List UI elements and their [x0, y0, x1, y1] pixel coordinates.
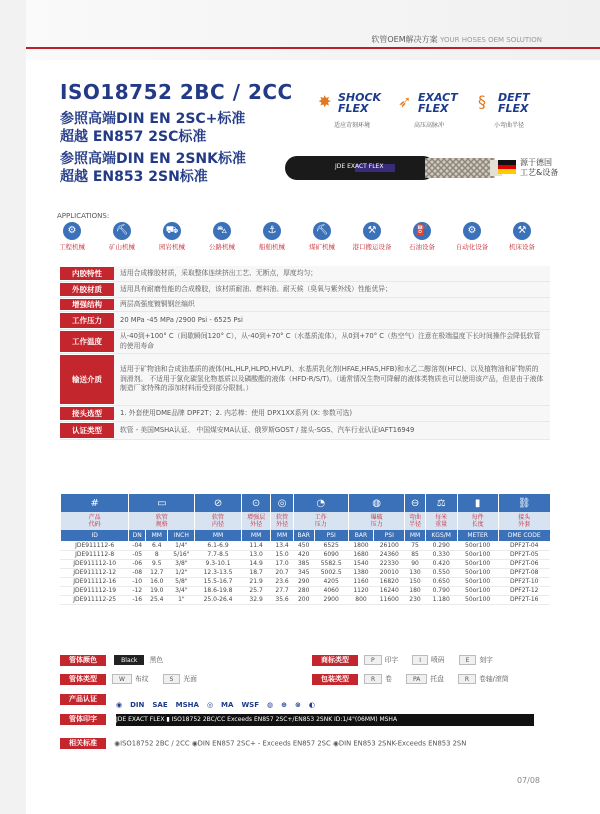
spec-label: 输送介质 [60, 355, 114, 404]
option-cert [60, 694, 112, 705]
table-cell: 1120 [348, 586, 373, 595]
table-row [61, 550, 551, 559]
applications-label: APPLICATIONS: [57, 212, 110, 220]
table-cell: 25.7 [241, 586, 271, 595]
table-cell: 0.290 [425, 541, 457, 550]
application-item [252, 222, 292, 251]
cn-header-row-cell: 每米 重量 [425, 512, 457, 530]
application-item [152, 222, 192, 251]
group-header-row-cell: ▭ [129, 494, 195, 512]
spec-row [60, 266, 550, 282]
slogan-en: YOUR HOSES OEM SOLUTION [440, 36, 542, 44]
brand-shock-flex [318, 88, 398, 138]
table-cell: 9.3-10.1 [195, 559, 242, 568]
option-label: 相关标准 [60, 738, 106, 749]
table-cell: JDE911112-12 [61, 568, 129, 577]
table-cell: 12.7 [146, 568, 168, 577]
table-cell: -04 [129, 541, 146, 550]
table-cell: 15.5-16.7 [195, 577, 242, 586]
application-label: 矿山机械 [109, 243, 135, 251]
shock-icon: ✸ [318, 92, 332, 111]
table-cell: 9.5 [146, 559, 168, 568]
spec-row [60, 330, 550, 354]
table-cell: 2900 [314, 595, 348, 604]
table-cell: 20.7 [271, 568, 293, 577]
table-cell: 27.7 [271, 586, 293, 595]
table-cell: 25.0-26.4 [195, 595, 242, 604]
option-text: 布纹 [134, 675, 149, 683]
machine-icon: ⚒ [363, 222, 381, 240]
application-label: 煤矿机械 [309, 243, 335, 251]
table-cell: 11600 [374, 595, 405, 604]
unit-cell: MM [405, 530, 425, 541]
table-cell: 5582.5 [314, 559, 348, 568]
table-cell: JDE911112-10 [61, 559, 129, 568]
table-cell: 1380 [348, 568, 373, 577]
spec-label: 认证类型 [60, 423, 114, 438]
brand-name: DEFT [498, 91, 530, 104]
table-cell: 90 [405, 559, 425, 568]
option-label: 管体印字 [60, 714, 106, 725]
spec-label: 工作温度 [60, 331, 114, 352]
spec-row [60, 406, 550, 422]
table-cell: DPF2T-04 [498, 541, 550, 550]
brand-name: FLEX [338, 102, 369, 115]
spec-row [60, 282, 550, 298]
table-cell: 50or100 [457, 577, 498, 586]
option-box: R [364, 674, 382, 684]
group-header-row-cell: ◎ [271, 494, 293, 512]
cert-logo: MA [221, 700, 234, 709]
table-cell: 13.0 [241, 550, 271, 559]
cert-logo: SAE [152, 700, 168, 709]
print-sample: JDE EXACT FLEX ▮ ISO18752 2BC/CC Exceeds EN857 2SC+/EN853 2SNK ID:1/4"(06MM) MSHA [116, 714, 534, 726]
subtitle-1: 参照高端DIN EN 2SC+标准 [60, 111, 246, 127]
table-cell: 16240 [374, 586, 405, 595]
table-cell: 15.0 [271, 550, 293, 559]
table-cell: 6090 [314, 550, 348, 559]
table-cell: 21.9 [241, 577, 271, 586]
brand-deft-flex [478, 88, 558, 138]
option-box: PA [406, 674, 427, 684]
spec-value: 适用具有耐磨性能的合成橡胶，该材质耐油、燃料油、耐天候（臭氧与紫外线）性能优异； [114, 282, 550, 297]
table-cell: 4060 [314, 586, 348, 595]
cert-logos [116, 694, 323, 713]
application-item [302, 222, 342, 251]
german-flag-icon [498, 160, 516, 174]
subtitle-3: 参照高端DIN EN 2SNK标准 [60, 151, 246, 167]
table-cell: 18.7 [241, 568, 271, 577]
option-pack [312, 673, 523, 685]
brand-logos [318, 88, 558, 138]
table-cell: DPF2T-16 [498, 595, 550, 604]
unit-cell: MM [195, 530, 242, 541]
table-cell: 800 [348, 595, 373, 604]
option-box: W [112, 674, 132, 684]
slogan-cn: 软管OEM解决方案 [371, 35, 438, 44]
table-cell: 8 [146, 550, 168, 559]
table-cell: 420 [293, 550, 314, 559]
cn-header-row-cell: 软管 规格 [129, 512, 195, 530]
spec-value: 软管 - 美国MSHA认证、 中国煤安MA认证、俄罗斯GOST / 接头-SGS、汽车行业认证IAFT16949 [114, 422, 550, 439]
applications-row [52, 222, 552, 258]
spec-row [60, 422, 550, 440]
cert-logo: ◉ [116, 700, 123, 709]
application-item [52, 222, 92, 251]
left-band [0, 0, 26, 814]
cn-header-row-cell: 爆破 压力 [348, 512, 405, 530]
table-cell: 0.650 [425, 577, 457, 586]
unit-cell: INCH [168, 530, 195, 541]
cn-header-row [61, 512, 551, 530]
machine-icon: ⚙ [63, 222, 81, 240]
table-cell: 35.6 [271, 595, 293, 604]
unit-cell: METER [457, 530, 498, 541]
application-label: 港口搬运设备 [352, 243, 392, 251]
table-cell: 6525 [314, 541, 348, 550]
application-label: 船舶机械 [259, 243, 285, 251]
table-cell: 11.4 [241, 541, 271, 550]
table-cell: 1" [168, 595, 195, 604]
spec-value: 1. 外套使用DME品牌 DPF2T；2. 内芯棒：使用 DPX1XX系列 (X: 参数可选) [114, 406, 550, 421]
table-cell: 50or100 [457, 559, 498, 568]
table-cell: 16820 [374, 577, 405, 586]
table-row [61, 559, 551, 568]
table-cell: 450 [293, 541, 314, 550]
cn-header-row-cell: 每件 长度 [457, 512, 498, 530]
spec-table [60, 266, 550, 440]
group-header-row-cell: ⊘ [195, 494, 242, 512]
hose-print: JDE EXACT FLEX [335, 163, 384, 170]
page-number: 07/08 [516, 776, 540, 785]
spec-label: 工作压力 [60, 313, 114, 328]
table-cell: 26100 [374, 541, 405, 550]
table-cell: 6.4 [146, 541, 168, 550]
table-cell: 6.1-6.9 [195, 541, 242, 550]
header-slogan [371, 34, 542, 45]
table-cell: JDE911112-16 [61, 577, 129, 586]
option-color [60, 654, 163, 666]
top-band [0, 0, 600, 60]
page-title: ISO18752 2BC / 2CC [60, 80, 293, 104]
unit-cell: BAR [293, 530, 314, 541]
cert-logo: WSF [241, 700, 259, 709]
brand-exact-flex [398, 88, 478, 138]
option-box: P [364, 655, 382, 665]
table-cell: 50or100 [457, 568, 498, 577]
option-print [60, 714, 112, 725]
table-cell: 85 [405, 550, 425, 559]
option-text: 刻字 [479, 656, 493, 664]
application-label: 自动化设备 [455, 243, 489, 251]
machine-icon: ⚓ [263, 222, 281, 240]
option-label: 管体类型 [60, 674, 106, 685]
table-cell: 1.180 [425, 595, 457, 604]
table-cell: 12.3-13.5 [195, 568, 242, 577]
table-cell: 0.330 [425, 550, 457, 559]
spec-value: 20 MPa -45 MPa /2900 Psi - 6525 Psi [114, 312, 550, 329]
unit-cell: ID [61, 530, 129, 541]
table-cell: 5002.5 [314, 568, 348, 577]
table-cell: 1800 [348, 541, 373, 550]
group-header-row [61, 494, 551, 512]
option-text: 喷码 [431, 656, 445, 664]
product-table [60, 494, 550, 605]
table-cell: -16 [129, 595, 146, 604]
unit-cell: DME CODE [498, 530, 550, 541]
cert-logo: ⊗ [294, 700, 301, 709]
spec-label: 增强结构 [60, 299, 114, 310]
table-cell: 1/4" [168, 541, 195, 550]
cert-logo: MSHA [175, 700, 199, 709]
spec-row [60, 298, 550, 312]
table-cell: 0.550 [425, 568, 457, 577]
origin-note [520, 158, 558, 178]
machine-icon: ⚙ [463, 222, 481, 240]
table-cell: 16.0 [146, 577, 168, 586]
table-cell: 4205 [314, 577, 348, 586]
table-cell: -10 [129, 577, 146, 586]
option-label: 包装类型 [312, 674, 358, 685]
table-cell: DPF2T-08 [498, 568, 550, 577]
table-cell: 0.790 [425, 586, 457, 595]
table-cell: 24360 [374, 550, 405, 559]
table-row [61, 541, 551, 550]
cert-logo: ◐ [308, 700, 315, 709]
table-cell: 50or100 [457, 550, 498, 559]
machine-icon: ⛏ [113, 222, 131, 240]
table-cell: JDE911112-6 [61, 541, 129, 550]
table-cell: 50or100 [457, 595, 498, 604]
cn-header-row-cell: 增强层 外径 [241, 512, 271, 530]
machine-icon: ⚒ [513, 222, 531, 240]
table-cell: 230 [405, 595, 425, 604]
group-header-row-cell: ⊙ [241, 494, 271, 512]
spec-row [60, 312, 550, 330]
group-header-row-cell: ◍ [348, 494, 405, 512]
table-cell: 20010 [374, 568, 405, 577]
table-cell: 1540 [348, 559, 373, 568]
option-box: I [412, 655, 428, 665]
table-cell: 13.4 [271, 541, 293, 550]
unit-cell: MM [146, 530, 168, 541]
table-cell: 0.420 [425, 559, 457, 568]
header-rule [26, 47, 600, 49]
hose-image [285, 150, 505, 186]
unit-header-row [61, 530, 551, 541]
spec-label: 内胶特性 [60, 267, 114, 280]
option-text: 印字 [384, 656, 399, 664]
group-header-row-cell: # [61, 494, 129, 512]
machine-icon: ⛍ [213, 222, 231, 240]
group-header-row-cell: ◔ [293, 494, 348, 512]
unit-cell: PSI [374, 530, 405, 541]
application-item [202, 222, 242, 251]
table-cell: 75 [405, 541, 425, 550]
table-cell: 50or100 [457, 586, 498, 595]
brand-caption: 小弯曲半径 [494, 122, 525, 129]
table-cell: 7.7-8.5 [195, 550, 242, 559]
spec-value: 两层高强度镀铜钢丝编织 [114, 298, 550, 311]
application-label: 机床设备 [509, 243, 535, 251]
cn-header-row-cell: 产品 代码 [61, 512, 129, 530]
table-cell: 345 [293, 568, 314, 577]
table-cell: JDE911112-8 [61, 550, 129, 559]
unit-cell: KGS/M [425, 530, 457, 541]
table-cell: -05 [129, 550, 146, 559]
option-label: 管体颜色 [60, 655, 106, 666]
table-cell: 385 [293, 559, 314, 568]
table-cell: DPF2T-06 [498, 559, 550, 568]
group-header-row-cell: ⊖ [405, 494, 425, 512]
option-text: 光面 [183, 675, 197, 683]
table-cell: 280 [293, 586, 314, 595]
application-item [502, 222, 542, 251]
group-header-row-cell: ⛓ [498, 494, 550, 512]
table-cell: 180 [405, 586, 425, 595]
table-cell: 200 [293, 595, 314, 604]
table-cell: 5/16" [168, 550, 195, 559]
table-cell: 23.6 [271, 577, 293, 586]
option-surface [60, 673, 211, 685]
brand-name: EXACT [418, 91, 458, 104]
table-cell: 25.4 [146, 595, 168, 604]
option-box: E [459, 655, 477, 665]
brand-name: FLEX [418, 102, 449, 115]
color-box: Black [114, 655, 144, 665]
machine-icon: ⛽ [413, 222, 431, 240]
option-label: 商标类型 [312, 655, 358, 666]
table-cell: 290 [293, 577, 314, 586]
application-item [402, 222, 442, 251]
cert-logo: ◎ [206, 700, 214, 709]
table-cell: 32.9 [241, 595, 271, 604]
group-header-row-cell: ▮ [457, 494, 498, 512]
option-box: S [163, 674, 181, 684]
application-item [352, 222, 392, 251]
application-label: 工程机械 [59, 243, 85, 251]
origin-line: 工艺&设备 [520, 168, 559, 177]
subtitle-2: 超越 EN857 2SC标准 [60, 129, 207, 145]
cn-header-row-cell: 软管 内径 [195, 512, 242, 530]
spec-value: 适用合成橡胶材质，采取整体连续挤出工艺、无断点，厚度均匀； [114, 266, 550, 281]
table-cell: 14.9 [241, 559, 271, 568]
spec-row [60, 354, 550, 406]
machine-icon: ⛟ [163, 222, 181, 240]
cert-logo: ◍ [266, 700, 274, 709]
table-cell: 130 [405, 568, 425, 577]
table-cell: 1680 [348, 550, 373, 559]
table-row [61, 568, 551, 577]
origin-line: 源于德国 [520, 158, 552, 167]
option-box: R [458, 674, 476, 684]
table-cell: 1160 [348, 577, 373, 586]
color-text: 黑色 [149, 656, 164, 664]
brand-caption: 高压高脉冲 [414, 122, 445, 129]
unit-cell: DN [129, 530, 146, 541]
application-label: 公路机械 [209, 243, 235, 251]
table-cell: JDE911112-19 [61, 586, 129, 595]
cn-header-row-cell: 软管 外径 [271, 512, 293, 530]
table-cell: 3/4" [168, 586, 195, 595]
cn-header-row-cell: 接头 外套 [498, 512, 550, 530]
spring-icon: § [478, 92, 486, 111]
unit-cell: BAR [348, 530, 373, 541]
table-cell: -06 [129, 559, 146, 568]
related-text: ◉ISO18752 2BC / 2CC ◉DIN EN857 2SC+ - Exceeds EN857 2SC ◉DIN EN853 2SNK-Exceeds EN853 2SN [114, 739, 467, 748]
spec-label: 接头选型 [60, 407, 114, 420]
table-row [61, 595, 551, 604]
spec-value: 从-40到+100° C（间歇瞬间120° C），从-40到+70° C（水基质流体），从0到+70° C（热空气）注意在极端温度下长时间操作会降低软管的使用寿命 [114, 330, 550, 353]
application-item [102, 222, 142, 251]
table-cell: 19.0 [146, 586, 168, 595]
option-text: 托盘 [430, 675, 444, 683]
table-row [61, 586, 551, 595]
spec-label: 外胶材质 [60, 283, 114, 296]
brand-name: SHOCK [338, 91, 382, 104]
subtitle-4: 超越 EN853 2SN标准 [60, 169, 208, 185]
table-cell: DPF2T-12 [498, 586, 550, 595]
brand-name: FLEX [498, 102, 529, 115]
table-cell: -12 [129, 586, 146, 595]
application-label: 石油设备 [409, 243, 435, 251]
group-header-row-cell: ⚖ [425, 494, 457, 512]
option-text: 卷轴/滚筒 [479, 675, 509, 683]
table-row [61, 577, 551, 586]
cn-header-row-cell: 工作 压力 [293, 512, 348, 530]
table-cell: 17.0 [271, 559, 293, 568]
cert-logo: ⊕ [281, 700, 287, 709]
application-item [452, 222, 492, 251]
machine-icon: ⛏ [313, 222, 331, 240]
spec-value: 适用于矿物油和合成油基质的液体(HL,HLP,HLPD,HVLP)、水基质乳化剂(HFAE,HFAS,HFB)和水乙二醇溶剂(HFC)、以及植物油和矿物质的润滑剂。 不适用于氯化碳氢化物基质以及磷酸酯的液体（HFD-R/S/T)。（通常情况生物可降解的液体类物质也可以使用该产品，但是由于液体制造厂家特殊的添加材料而受到部分限制。） [114, 354, 550, 405]
cert-logo: DIN [130, 700, 145, 709]
unit-cell: MM [241, 530, 271, 541]
table-cell: 150 [405, 577, 425, 586]
unit-cell: MM [271, 530, 293, 541]
table-cell: 18.6-19.8 [195, 586, 242, 595]
table-cell: JDE911112-25 [61, 595, 129, 604]
cn-header-row-cell: 弯曲 半径 [405, 512, 425, 530]
option-mark [312, 654, 507, 666]
table-cell: -08 [129, 568, 146, 577]
option-label: 产品认证 [60, 694, 106, 705]
table-cell: 22330 [374, 559, 405, 568]
table-cell: 1/2" [168, 568, 195, 577]
application-label: 园岩机械 [159, 243, 185, 251]
table-cell: 50or100 [457, 541, 498, 550]
option-text: 卷 [385, 675, 392, 683]
table-cell: DPF2T-10 [498, 577, 550, 586]
unit-cell: PSI [314, 530, 348, 541]
table-cell: 3/8" [168, 559, 195, 568]
brand-caption: 适应苛刻环境 [334, 122, 371, 129]
option-related [60, 738, 466, 749]
rocket-icon: ➶ [398, 92, 412, 111]
table-cell: DPF2T-05 [498, 550, 550, 559]
table-cell: 5/8" [168, 577, 195, 586]
